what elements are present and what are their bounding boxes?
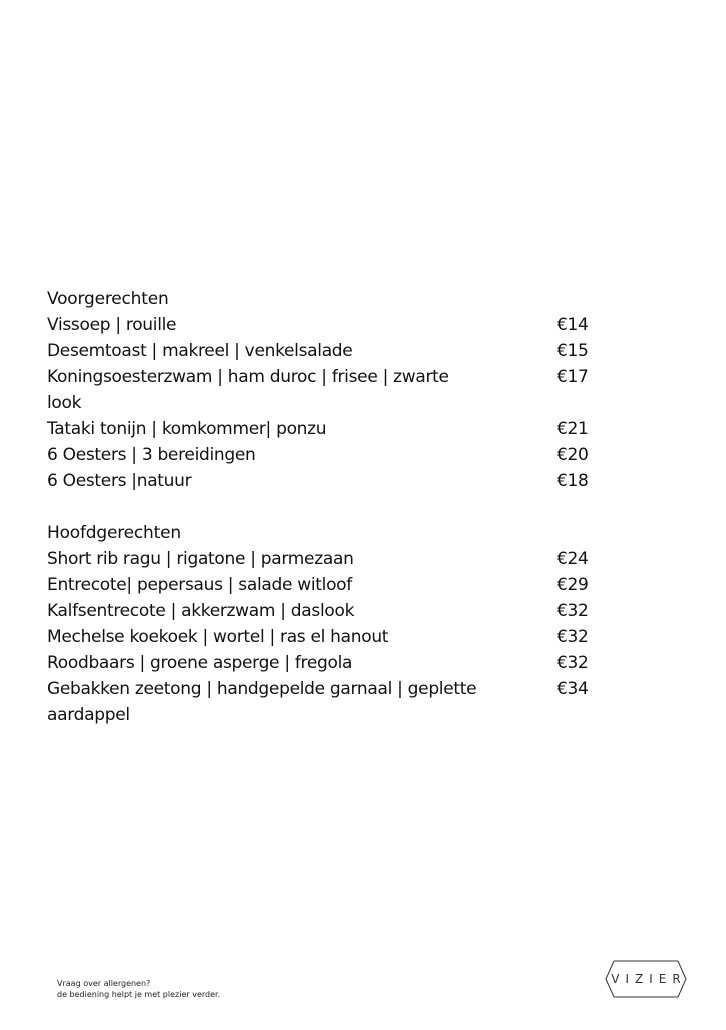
menu-item-price: €32 xyxy=(557,627,589,647)
menu-item-price: €32 xyxy=(557,653,589,673)
menu-item-name: Mechelse koekoek | wortel | ras el hanout xyxy=(47,627,389,647)
menu-item-name: Desemtoast | makreel | venkelsalade xyxy=(47,341,353,361)
menu-item-name: Roodbaars | groene asperge | fregola xyxy=(47,653,353,673)
menu-item-price: €14 xyxy=(557,315,589,335)
section-title: Voorgerechten xyxy=(47,289,169,309)
menu-item-price: €18 xyxy=(557,471,589,491)
menu-item-price: €21 xyxy=(557,419,589,439)
allergen-note-line1: Vraag over allergenen? xyxy=(57,979,151,988)
menu-item-price: €34 xyxy=(557,679,589,699)
menu-item-name: 6 Oesters |natuur xyxy=(47,471,192,491)
menu-item xyxy=(47,364,595,416)
menu-item xyxy=(47,624,595,650)
section-voorgerechten xyxy=(47,286,595,494)
menu-item-price: €24 xyxy=(557,549,589,569)
menu-item xyxy=(47,572,595,598)
menu-item-price: €15 xyxy=(557,341,589,361)
menu-item-price: €20 xyxy=(557,445,589,465)
section-title: Hoofdgerechten xyxy=(47,523,181,543)
menu-item-price: €17 xyxy=(557,367,589,387)
menu-item xyxy=(47,650,595,676)
menu-item xyxy=(47,416,595,442)
menu-item-name: Tataki tonijn | komkommer| ponzu xyxy=(47,419,327,439)
menu xyxy=(47,286,595,728)
menu-item xyxy=(47,546,595,572)
menu-item-price: €32 xyxy=(557,601,589,621)
menu-item-name: 6 Oesters | 3 bereidingen xyxy=(47,445,256,465)
logo-text: VIZIER xyxy=(611,972,687,986)
menu-item xyxy=(47,676,595,728)
menu-item-name: Kalfsentrecote | akkerzwam | daslook xyxy=(47,601,355,621)
menu-item xyxy=(47,338,595,364)
menu-item-name: Gebakken zeetong | handgepelde garnaal | geplette aardappel xyxy=(47,679,477,725)
menu-item-price: €29 xyxy=(557,575,589,595)
menu-item-name: Short rib ragu | rigatone | parmezaan xyxy=(47,549,354,569)
menu-item-name: Entrecote| pepersaus | salade witloof xyxy=(47,575,352,595)
menu-item-name: Koningsoesterzwam | ham duroc | frisee | zwarte look xyxy=(47,367,449,413)
menu-item xyxy=(47,468,595,494)
menu-item-name: Vissoep | rouille xyxy=(47,315,177,335)
menu-item xyxy=(47,598,595,624)
menu-item xyxy=(47,442,595,468)
vizier-logo xyxy=(604,957,688,1001)
allergen-note xyxy=(57,978,220,1000)
allergen-note-line2: de bediening helpt je met plezier verder. xyxy=(57,990,221,999)
section-hoofdgerechten xyxy=(47,520,595,728)
menu-item xyxy=(47,312,595,338)
